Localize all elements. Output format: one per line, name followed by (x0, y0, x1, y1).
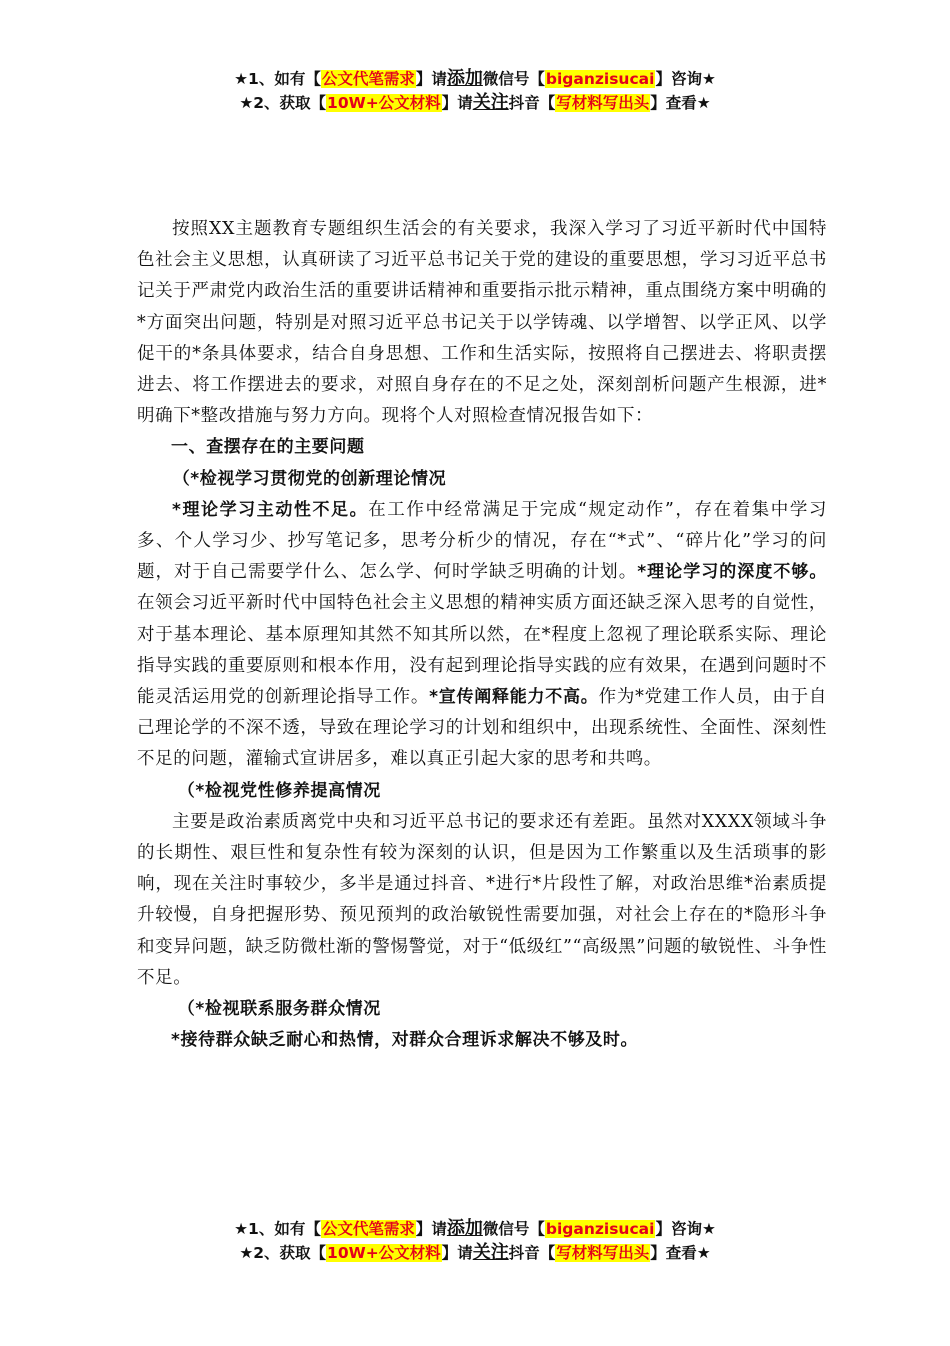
highlight-service: 公文代笔需求 (321, 70, 415, 88)
subsection-title-1: （*检视学习贯彻党的创新理论情况 (172, 468, 447, 489)
banner-text: ★2、获取【 (239, 94, 327, 112)
highlight-materials: 10W+公文材料 (327, 1244, 441, 1262)
highlight-wechat-id: biganzisucai (545, 70, 655, 88)
banner-line-2 (0, 1241, 950, 1265)
highlight-wechat-id: biganzisucai (545, 1220, 655, 1238)
emphasis-follow: 关注 (472, 1242, 509, 1263)
header-banner (0, 67, 950, 115)
subsection-title-3: （*检视联系服务群众情况 (177, 999, 381, 1020)
document-body (137, 214, 827, 1056)
banner-text: 抖音【 (508, 1244, 556, 1262)
banner-text: 】查看★ (650, 1244, 711, 1262)
banner-line-1 (0, 1217, 950, 1241)
point-text: 在领会习近平新时代中国特色社会主义思想的精神实质方面还缺乏深入思考的自觉性，对于基本理论、基本原理知其然不知其所以然，在*程度上忽视了理论联系实际、理论指导实践的重要原则和根本作用，没有起到理论指导实践的应有效果，在遇到问题时不能灵活运用党的创新理论指导工作。 (137, 593, 827, 708)
highlight-douyin-account: 写材料写出头 (556, 94, 650, 112)
banner-line-1 (0, 67, 950, 91)
intro-paragraph: 按照XX主题教育专题组织生活会的有关要求，我深入学习了习近平新时代中国特色社会主义思想，认真研读了习近平总书记关于党的建设的重要思想，学习习近平总书记关于严肃党内政治生活的重要讲话精神和重要指示批示精神，重点围绕方案中明确的*方面突出问题，特别是对照习近平总书记关于以学铸魂、以学增智、以学正风、以学促干的*条具体要求，结合自身思想、工作和生活实际，按照将自己摆进去、将职责摆进去、将工作摆进去的要求，对照自身存在的不足之处，深刻剖析问题产生根源，进*明确下*整改措施与努力方向。现将个人对照检查情况报告如下： (137, 219, 827, 427)
banner-text: 微信号【 (482, 70, 545, 88)
emphasis-add: 添加 (446, 1218, 483, 1239)
highlight-materials: 10W+公文材料 (327, 94, 441, 112)
section-heading: 一、查摆存在的主要问题 (171, 437, 365, 458)
emphasis-follow: 关注 (472, 92, 509, 113)
banner-text: 】请 (441, 94, 473, 112)
subsection-2-paragraph: 主要是政治素质离党中央和习近平总书记的要求还有差距。虽然对XXXX领域斗争的长期性、艰巨性和复杂性有较为深刻的认识，但是因为工作繁重以及生活琐事的影响，现在关注时事较少，多半是通过抖音、*进行*片段性了解，对政治思维*治素质提升较慢，自身把握形势、预见预判的政治敏锐性需要加强，对社会上存在的*隐形斗争和变异问题，缺乏防微杜渐的警惕警觉，对于“低级红”“高级黑”问题的敏锐性、斗争性不足。 (137, 811, 827, 988)
highlight-douyin-account: 写材料写出头 (556, 1244, 650, 1262)
banner-text: 微信号【 (482, 1220, 545, 1238)
point-text: 在工作中经常满足于完成“规定动作”，存在着集中学习多、个人学习少、抄写笔记多，思考分析少的情况，存在“*式”、“碎片化”学习的问题，对于自己需要学什么、怎么学、何时学缺乏明确的计划。 (137, 499, 827, 583)
banner-text: 】请 (415, 70, 447, 88)
banner-text: 】咨询★ (655, 70, 716, 88)
banner-text: ★1、如有【 (234, 1220, 321, 1238)
banner-text: ★2、获取【 (239, 1244, 327, 1262)
subsection-3-point: *接待群众缺乏耐心和热情，对群众合理诉求解决不够及时。 (171, 1030, 639, 1051)
banner-text: 】请 (415, 1220, 447, 1238)
point-title: *宣传阐释能力不高。 (429, 687, 599, 708)
banner-text: ★1、如有【 (234, 70, 321, 88)
subsection-title-2: （*检视党性修养提高情况 (177, 780, 381, 801)
point-text: 作为*党建工作人员，由于自己理论学的不深不透，导致在理论学习的计划和组织中，出现系统性、全面性、深刻性不足的问题，灌输式宣讲居多，难以真正引起大家的思考和共鸣。 (137, 687, 827, 770)
highlight-service: 公文代笔需求 (321, 1220, 415, 1238)
subsection-1-paragraph (137, 495, 827, 776)
emphasis-add: 添加 (446, 68, 483, 89)
banner-line-2 (0, 91, 950, 115)
banner-text: 】咨询★ (655, 1220, 716, 1238)
point-title: *理论学习的深度不够。 (637, 562, 827, 583)
banner-text: 抖音【 (508, 94, 556, 112)
banner-text: 】查看★ (650, 94, 711, 112)
banner-text: 】请 (441, 1244, 473, 1262)
point-title: *理论学习主动性不足。 (172, 499, 369, 520)
footer-banner (0, 1217, 950, 1265)
